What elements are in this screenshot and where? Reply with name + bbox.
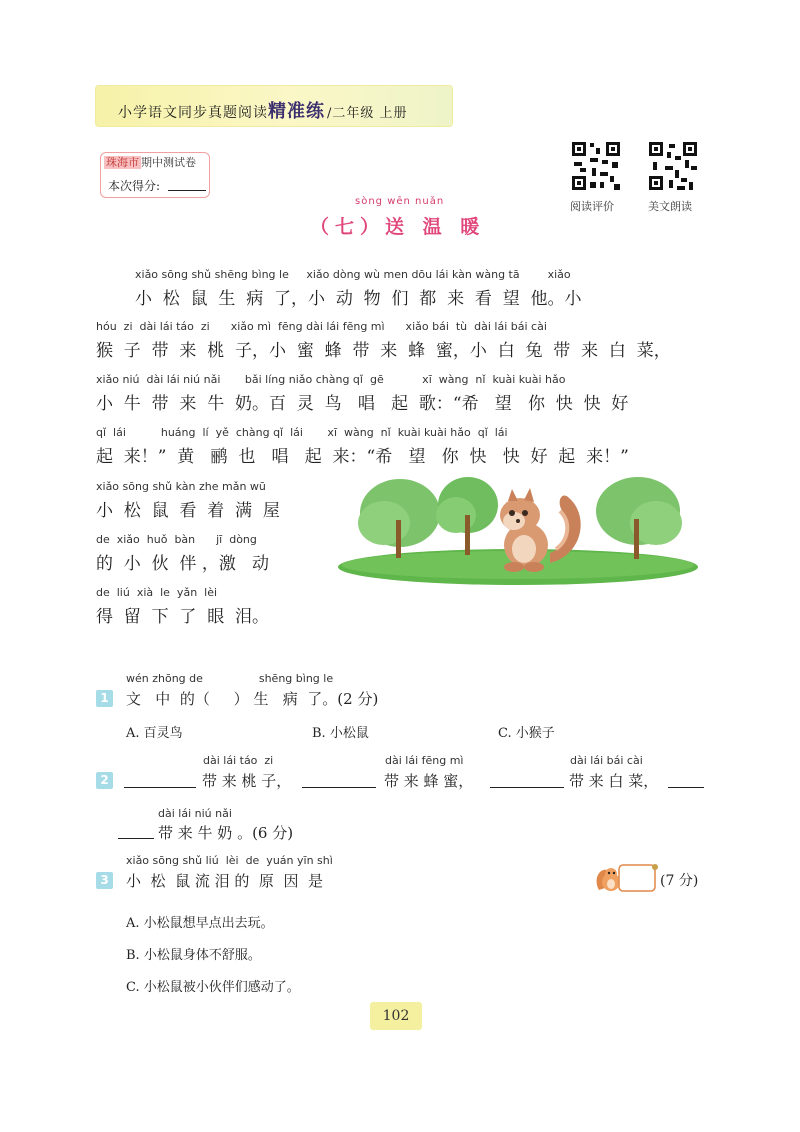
- q2-segment-a: 带 来 桃 子，: [202, 772, 292, 790]
- q3-stem: 小 松 鼠 流 泪 的 原 因 是: [126, 872, 323, 890]
- q2-blank-4-cont[interactable]: [118, 838, 154, 839]
- passage-pinyin-3: xiǎo niú dài lái niú nǎi bǎi líng niǎo chàng qǐ gē xī wàng nǐ kuài kuài hǎo: [96, 373, 566, 386]
- page-number: 102: [370, 1002, 422, 1030]
- tree-icon: [358, 479, 440, 558]
- q2-blank-3[interactable]: [490, 787, 564, 788]
- passage-pinyin-1: xiǎo sōng shǔ shēng bìng le xiǎo dòng wù men dōu lái kàn wàng tā xiǎo: [135, 268, 571, 281]
- q2-number-badge: 2: [96, 772, 113, 789]
- passage-pinyin-5: xiǎo sōng shǔ kàn zhe mǎn wū: [96, 480, 266, 493]
- series-title: [118, 97, 408, 123]
- title-pinyin: sòng wēn nuǎn: [355, 196, 445, 207]
- q3-number-badge: 3: [96, 872, 113, 889]
- q2-pinyin-d: dài lái niú nǎi: [158, 807, 232, 820]
- series-title-c: /二年级 上册: [327, 106, 408, 121]
- passage-line-1: 小 松 鼠 生 病 了，小 动 物 们 都 来 看 望 他。小: [135, 289, 582, 309]
- q3-option-b[interactable]: B. 小松鼠身体不舒服。: [126, 948, 261, 963]
- q3-points: (7 分): [660, 873, 699, 889]
- qr-code-recitation[interactable]: [647, 140, 699, 192]
- score-label: 本次得分:: [108, 179, 161, 193]
- passage-line-7: 得 留 下 了 眼 泪。: [96, 607, 270, 627]
- passage-line-4: 起 来！” 黄 鹂 也 唱 起 来：“希 望 你 快 快 好 起 来！”: [96, 447, 629, 467]
- q1-option-c[interactable]: C. 小猴子: [498, 726, 555, 741]
- q1-option-a[interactable]: A. 百灵鸟: [126, 726, 183, 741]
- answer-box-squirrel-icon: [595, 862, 659, 896]
- squirrel-illustration: [328, 475, 704, 587]
- q1-pinyin: wén zhōng de shēng bìng le: [126, 672, 334, 685]
- passage-line-3: 小 牛 带 来 牛 奶。百 灵 鸟 唱 起 歌：“希 望 你 快 快 好: [96, 394, 629, 414]
- passage-line-5: 小 松 鼠 看 着 满 屋: [96, 501, 280, 521]
- q2-segment-c: 带 来 白 菜，: [569, 772, 659, 790]
- q2-pinyin-a: dài lái táo zi: [203, 754, 274, 767]
- passage-pinyin-7: de liú xià le yǎn lèi: [96, 586, 218, 599]
- qr-code-reading[interactable]: [570, 140, 622, 192]
- qr-label-reading: 阅读评价: [570, 200, 614, 213]
- score-blank[interactable]: [168, 190, 206, 191]
- series-title-b: 精准练: [268, 101, 325, 122]
- q1-stem: 文 中 的（ ） 生 病 了。(2 分): [126, 690, 379, 708]
- q2-blank-2[interactable]: [302, 787, 376, 788]
- tree-icon: [596, 477, 682, 559]
- q1-option-b[interactable]: B. 小松鼠: [312, 726, 369, 741]
- q2-segment-b: 带 来 蜂 蜜，: [384, 772, 474, 790]
- q2-segment-d: 带 来 牛 奶 。(6 分): [158, 824, 294, 842]
- exam-city: 珠海市: [106, 156, 139, 169]
- q2-blank-1[interactable]: [124, 787, 196, 788]
- tree-icon: [436, 477, 498, 555]
- q2-pinyin-b: dài lái fēng mì: [385, 754, 464, 767]
- q3-option-a[interactable]: A. 小松鼠想早点出去玩。: [126, 916, 274, 931]
- q3-pinyin: xiǎo sōng shǔ liú lèi de yuán yīn shì: [126, 854, 333, 867]
- series-title-a: 小学语文同步真题阅读: [118, 105, 268, 121]
- exam-tag: [104, 154, 196, 170]
- passage-pinyin-2: hóu zi dài lái táo zi xiǎo mì fēng dài lái fēng mì xiǎo bái tù dài lái bái cài: [96, 320, 547, 333]
- passage-pinyin-6: de xiǎo huǒ bàn jī dòng: [96, 533, 257, 546]
- exam-name: 期中测试卷: [141, 156, 196, 169]
- q2-pinyin-c: dài lái bái cài: [570, 754, 643, 767]
- qr-label-recitation: 美文朗读: [648, 200, 692, 213]
- passage-pinyin-4: qǐ lái huáng lí yě chàng qǐ lái xī wàng nǐ kuài kuài hǎo qǐ lái: [96, 426, 508, 439]
- passage-line-2: 猴 子 带 来 桃 子，小 蜜 蜂 带 来 蜂 蜜，小 白 兔 带 来 白 菜，: [96, 341, 671, 361]
- passage-title: （七）送 温 暖: [310, 216, 486, 238]
- q3-option-c[interactable]: C. 小松鼠被小伙伴们感动了。: [126, 980, 300, 995]
- q1-number-badge: 1: [96, 690, 113, 707]
- passage-line-6: 的 小 伙 伴 ，激 动: [96, 554, 270, 574]
- q2-blank-4[interactable]: [668, 787, 704, 788]
